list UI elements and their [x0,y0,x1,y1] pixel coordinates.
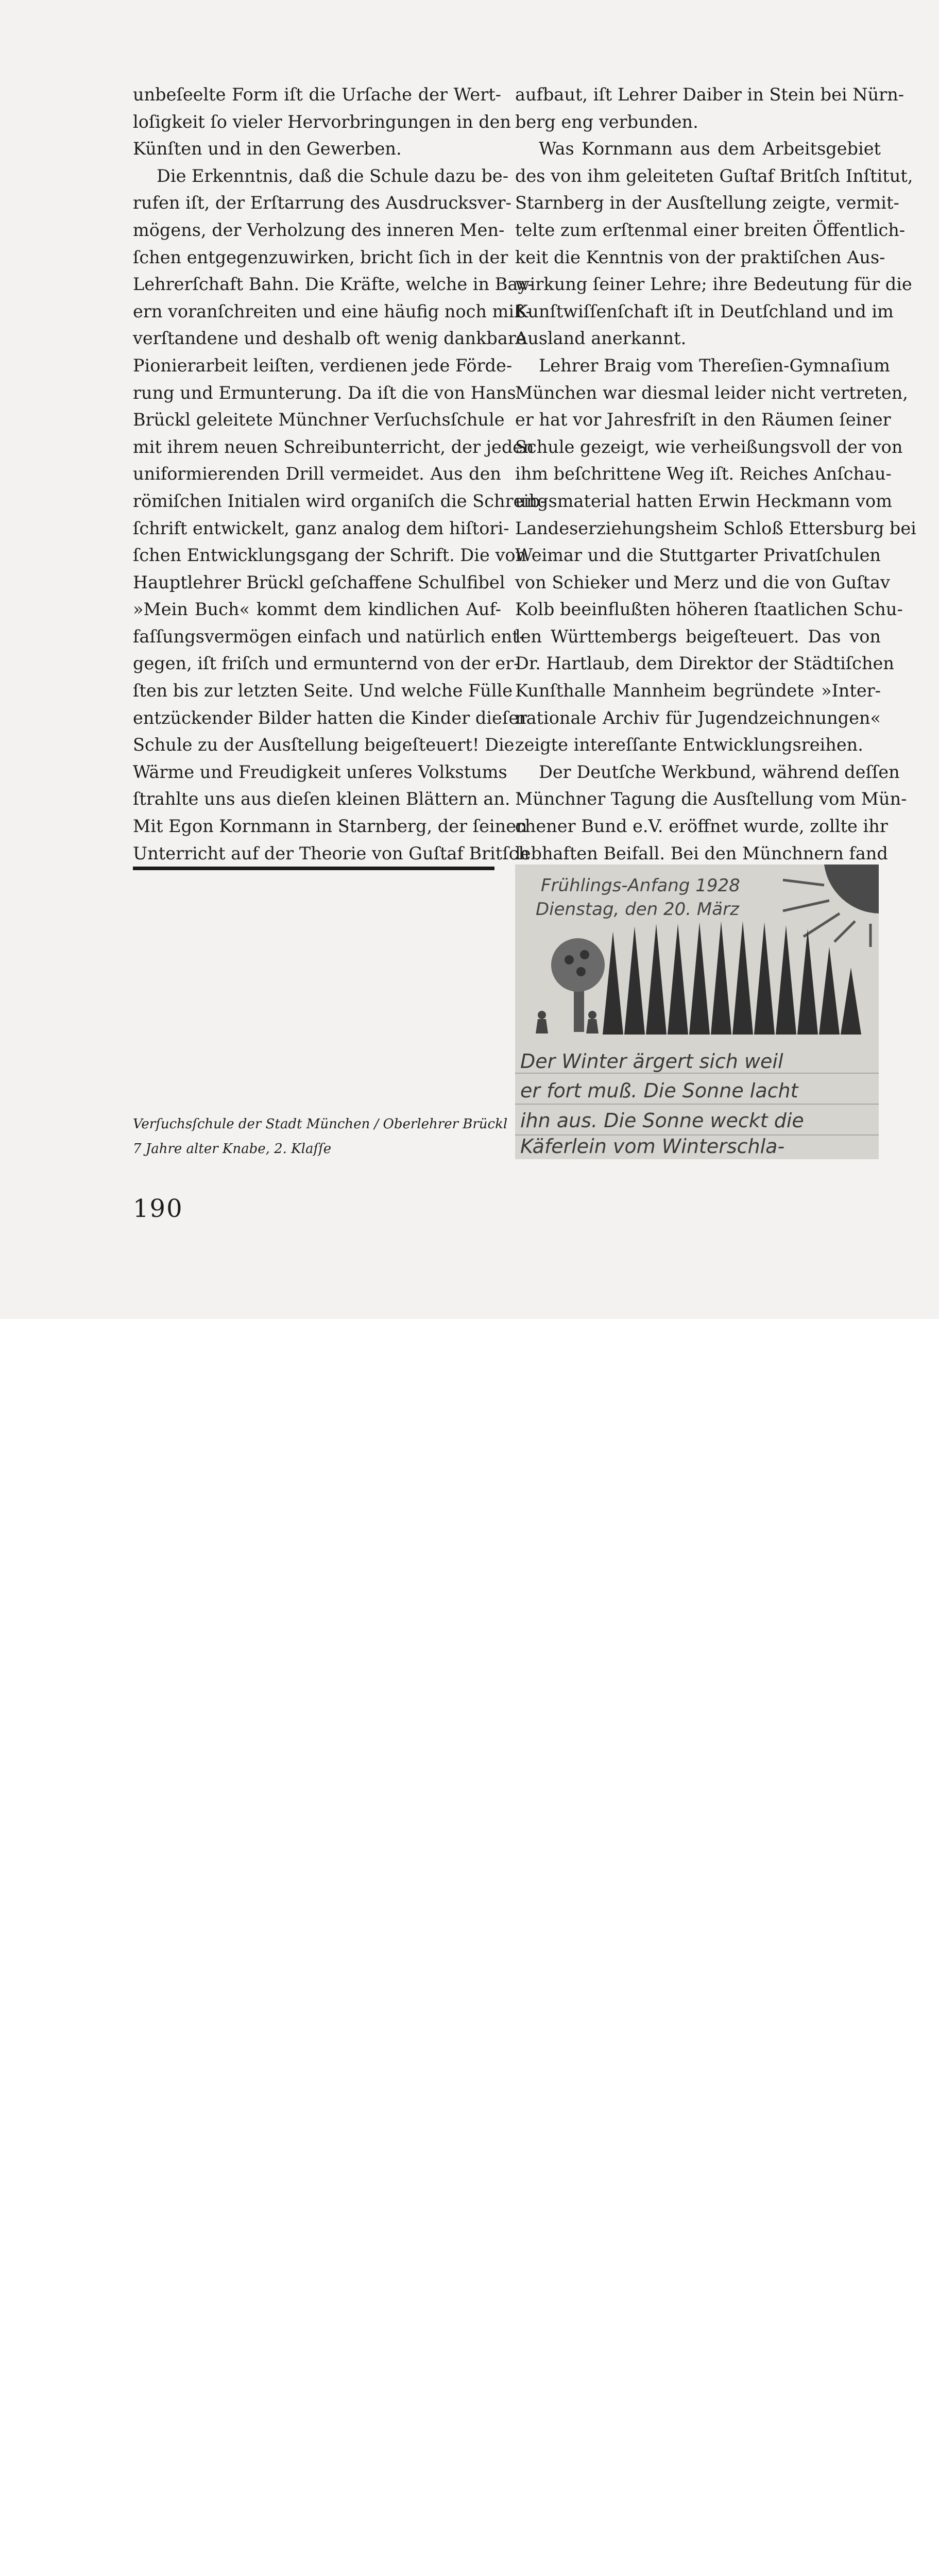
text-line: Lehrerſchaft Bahn. Die Kräfte, welche in Bay- [133,274,534,295]
caption-line-1: Verſuchsſchule der Stadt München / Oberlehrer Brückl [133,1116,508,1132]
text-line: Kolb beeinflußten höheren ſtaatlichen Schu- [515,599,903,620]
drawing-text-2: er fort muß. Die Sonne lacht [520,1079,798,1102]
text-line: ſchrift entwickelt, ganz analog dem hiſtori- [133,518,509,538]
text-line: Pionierarbeit leiſten, verdienen jede Förde- [133,355,513,376]
text-line: ſtrahlte uns aus dieſen kleinen Blättern an. [133,789,510,809]
drawing-title-1: Frühlings-Anfang 1928 [541,875,740,896]
drawing-title-2: Dienstag, den 20. März [536,899,739,920]
text-line: rung und Ermunterung. Da iſt die von Hans [133,382,516,403]
drawing-text-1: Der Winter ärgert sich weil [520,1050,783,1073]
caption-rule [133,867,494,870]
caption-line-2: 7 Jahre alter Knabe, 2. Klaſſe [133,1141,332,1157]
text-line: Schule gezeigt, wie verheißungsvoll der von [515,436,903,457]
text-line: Weimar und die Stuttgarter Privatſchulen [515,545,881,566]
text-line: mit ihrem neuen Schreibunterricht, der jeden [133,436,534,457]
text-line: Landeserziehungsheim Schloß Ettersburg bei [515,518,916,538]
page-number: 190 [133,1194,183,1223]
text-line: keit die Kenntnis von der praktiſchen Aus- [515,247,885,267]
text-line: römiſchen Initialen wird organiſch die Schreib- [133,490,546,511]
figure-caption [133,1112,508,1161]
child-drawing-svg [515,865,879,1159]
text-line: rufen iſt, der Erſtarrung des Ausdrucksver- [133,193,511,213]
text-line: Wärme und Freudigkeit unſeres Volkstums [133,761,507,782]
text-line: chener Bund e.V. eröffnet wurde, zollte ihr [515,816,888,837]
text-line: entzückender Bilder hatten die Kinder dieſer [133,707,527,728]
drawing-text-4: Käferlein vom Winterschla- [520,1135,785,1158]
text-line: aufbaut, iſt Lehrer Daiber in Stein bei Nürn- [515,84,904,105]
right-text-column [515,81,916,867]
drawing-text-3: ihn aus. Die Sonne weckt die [520,1109,804,1132]
text-line: wirkung ſeiner Lehre; ihre Bedeutung für die [515,274,912,295]
footer-bar [0,1319,939,1394]
text-line: Dr. Hartlaub, dem Direktor der Städtiſchen [515,653,894,674]
text-line: lebhaften Beifall. Bei den Münchnern fand [515,843,888,863]
text-line: zeigte intereſſante Entwicklungsreihen. [515,735,863,755]
text-line: ſchen Entwicklungsgang der Schrift. Die von [133,545,527,566]
text-line: nationale Archiv für Jugendzeichnungen« [515,707,881,728]
text-line: Was Kornmann aus dem Arbeitsgebiet [539,139,881,159]
text-line: berg eng verbunden. [515,111,698,132]
text-line: Hauptlehrer Brückl geſchaffene Schulfibel [133,572,505,592]
child-drawing-image [515,865,879,1159]
text-line: von Schieker und Merz und die von Guſtav [515,572,890,592]
text-line: mögens, der Verholzung des inneren Men- [133,219,505,240]
text-line: Unterricht auf der Theorie von Guſtaf Britſch [133,843,530,863]
text-line: Mit Egon Kornmann in Starnberg, der ſeinen [133,816,527,837]
text-line: faſſungsvermögen einfach und natürlich ent- [133,626,525,647]
text-line: Kunſtwiſſenſchaft iſt in Deutſchland und im [515,301,894,321]
text-line: ihm beſchrittene Weg iſt. Reiches Anſchau- [515,464,892,484]
left-text-column [133,81,546,867]
text-line: loſigkeit ſo vieler Hervorbringungen in den [133,111,511,132]
text-line: uniformierenden Drill vermeidet. Aus den [133,464,501,484]
text-line: ſchen entgegenzuwirken, bricht ſich in der [133,247,508,267]
text-line: Der Deutſche Werkbund, während deſſen [539,761,900,782]
text-line: Ausland anerkannt. [515,328,687,349]
text-line: ungsmaterial hatten Erwin Heckmann vom [515,490,892,511]
text-line: Kunſthalle Mannheim begründete »Inter- [515,681,881,701]
text-line: len Württembergs beigeſteuert. Das von [515,626,881,647]
text-line: ern voranſchreiten und eine häufig noch miß- [133,301,532,321]
text-line: Die Erkenntnis, daß die Schule dazu be- [157,165,509,186]
text-line: Münchner Tagung die Ausſtellung vom Mün- [515,789,907,809]
text-line: unbeſeelte Form iſt die Urſache der Wert- [133,84,501,105]
text-line: gegen, iſt friſch und ermunternd von der er- [133,653,520,674]
text-line: Lehrer Braig vom Thereſien-Gymnaſium [539,355,890,376]
text-line: telte zum erſtenmal einer breiten Öffentlich- [515,219,906,240]
text-line: Brückl geleitete Münchner Verſuchsſchule [133,410,505,430]
text-line: Schule zu der Ausſtellung beigeſteuert! Die [133,735,515,755]
text-line: »Mein Buch« kommt dem kindlichen Auf- [133,599,501,620]
text-line: Starnberg in der Ausſtellung zeigte, vermit- [515,193,899,213]
text-line: Künſten und in den Gewerben. [133,139,402,159]
text-line: verſtandene und deshalb oft wenig dankbare [133,328,526,349]
text-line: er hat vor Jahresfriſt in den Räumen ſeiner [515,410,891,430]
text-line: des von ihm geleiteten Guſtaf Britſch Inſtitut, [515,165,913,186]
text-line: ſten bis zur letzten Seite. Und welche Fülle [133,681,513,701]
text-line: München war diesmal leider nicht vertreten, [515,382,908,403]
